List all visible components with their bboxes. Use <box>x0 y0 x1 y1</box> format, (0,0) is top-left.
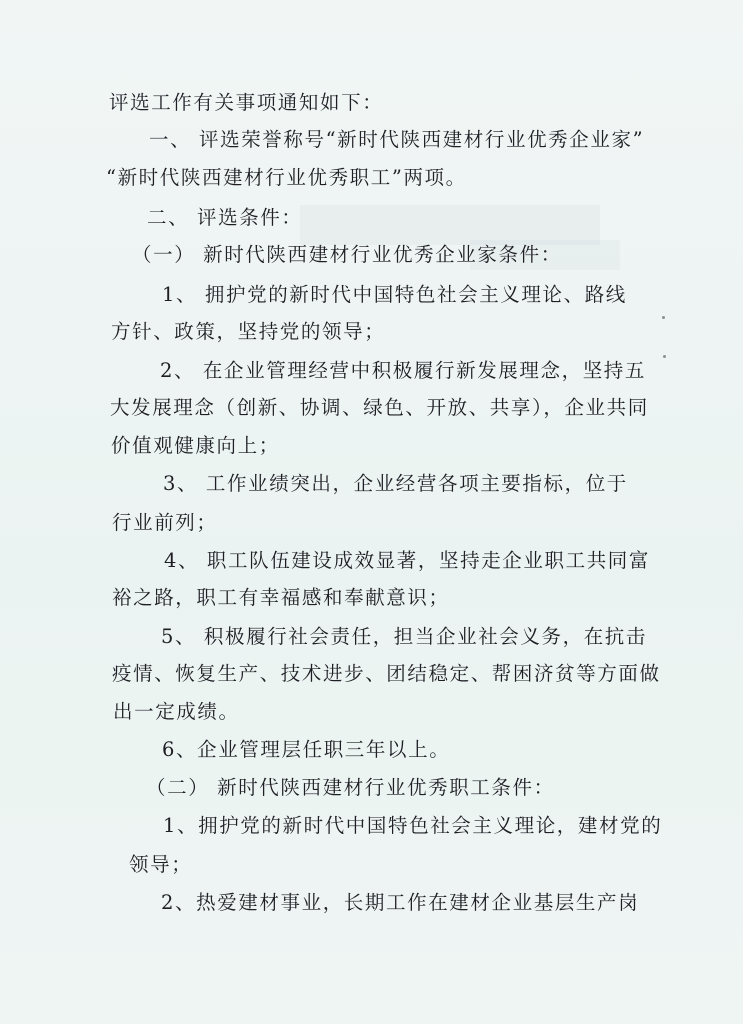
text-line: “新时代陕西建材行业优秀职工”两项。 <box>106 166 467 189</box>
text-line: 6、企业管理层任职三年以上。 <box>162 738 451 761</box>
text-line: 评选工作有关事项通知如下： <box>109 91 384 114</box>
scan-speck <box>662 316 665 319</box>
text-line: 5、 积极履行社会责任，担当企业社会义务，在抗击 <box>161 625 648 648</box>
text-line: （二） 新时代陕西建材行业优秀职工条件： <box>146 776 555 799</box>
text-line: 方针、政策，坚持党的领导； <box>111 320 386 343</box>
text-line: 裕之路，职工有幸福感和奉献意识； <box>112 586 450 609</box>
scan-speck <box>663 355 666 358</box>
text-line: 3、 工作业绩突出，企业经营各项主要指标，位于 <box>163 472 628 495</box>
text-line: 二、 评选条件： <box>147 206 303 229</box>
text-line: 2、热爱建材事业，长期工作在建材企业基层生产岗 <box>161 891 640 914</box>
text-line: 2、 在企业管理经营中积极履行新发展理念，坚持五 <box>160 359 647 382</box>
text-line: 一、 评选荣誉称号“新时代陕西建材行业优秀企业家” <box>149 128 645 151</box>
show-through-marks <box>300 205 600 245</box>
text-line: 价值观健康向上； <box>111 434 280 457</box>
text-line: 大发展理念（创新、协调、绿色、开放、共享），企业共同 <box>110 396 649 419</box>
text-line: 领导； <box>129 853 193 876</box>
text-line: 行业前列； <box>112 511 218 534</box>
text-line: 疫情、恢复生产、技术进步、团结稳定、帮困济贫等方面做 <box>112 662 661 685</box>
text-line: 4、 职工队伍建设成效显著，坚持走企业职工共同富 <box>164 549 651 572</box>
text-line: 1、 拥护党的新时代中国特色社会主义理论、路线 <box>162 283 627 306</box>
text-line: 出一定成绩。 <box>113 700 240 723</box>
text-line: 1、拥护党的新时代中国特色社会主义理论，建材党的 <box>163 814 663 837</box>
text-line: （一） 新时代陕西建材行业优秀企业家条件： <box>132 243 562 266</box>
